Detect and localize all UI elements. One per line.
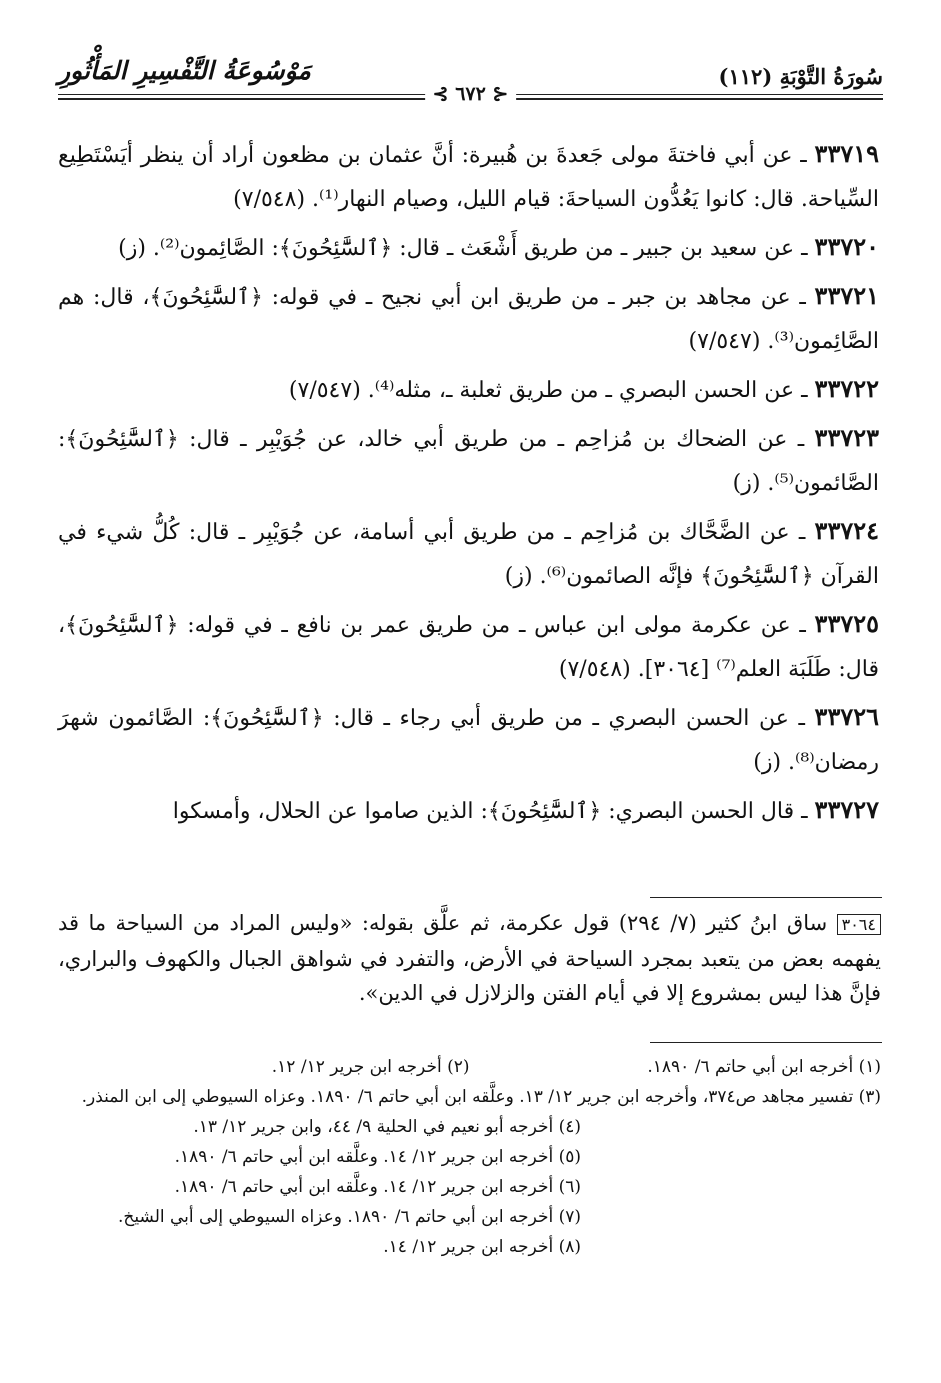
commentary-text: ساق ابنُ كثير (٧/ ٢٩٤) قول عكرمة، ثم علَّق بقوله: «وليس المراد من السياحة ما قد يفهمه بعض من يتعبد بمجرد السياحة في الأرض، والتفرد في شواهق الجبال والكهوف والبراري، فإنَّ هذا ليس بمشروع إلا في أيام الفتن والزلازل في الدين». (58, 911, 881, 1005)
entry-number: ٣٣٧٢٧ (814, 795, 879, 824)
footnote-separator (650, 1042, 882, 1043)
entry-text: ـ عن الحسن البصري ـ من طريق ثعلبة ـ، مثله⁽⁴⁾. (٧/٥٤٧) (288, 378, 808, 403)
entry (58, 788, 879, 834)
footnote-2: (٢) أخرجه ابن جرير ١٢/ ١٢. (271, 1057, 470, 1077)
entry-number: ٣٣٧١٩ (814, 139, 879, 168)
entry (58, 695, 879, 785)
footnote-row (58, 1052, 881, 1082)
entry-text: ـ عن أبي فاختةَ مولى جَعدةَ بن هُبيرة: أنَّ عثمان بن مظعون أراد أن ينظر أيَسْتَطِيع السِّياحة. قال: كانوا يَعُدُّون السياحةَ: قيام الليل، وصيام النهار⁽¹⁾. (٧/٥٤٨) (58, 143, 879, 212)
entry (58, 509, 879, 599)
footnote-6: (٦) أخرجه ابن جرير ١٢/ ١٤. وعلَّقه ابن أبي حاتم ٦/ ١٨٩٠. (174, 1177, 581, 1197)
entry-number: ٣٣٧٢٠ (814, 232, 879, 261)
footnotes (58, 1052, 881, 1262)
commentary-separator (650, 897, 882, 898)
entry-number: ٣٣٧٢٢ (814, 374, 879, 403)
entry (58, 132, 879, 222)
surah-title: سُورَةُ التَّوْبَةِ (١١٢) (718, 64, 883, 89)
footnote-8: (٨) أخرجه ابن جرير ١٢/ ١٤. (383, 1237, 581, 1257)
footnote-7: (٧) أخرجه ابن أبي حاتم ٦/ ١٨٩٠. وعزاه السيوطي إلى أبي الشيخ. (118, 1207, 581, 1227)
entry (58, 367, 879, 413)
entry-text: ـ عن مجاهد بن جبر ـ من طريق ابن أبي نجيح ـ في قوله: ﴿ٱلسَّٰٓئِحُونَ﴾، قال: هم الصَّائِمون⁽³⁾. (٧/٥٤٧) (58, 285, 879, 354)
footnote-4: (٤) أخرجه أبو نعيم في الحلية ٩/ ٤٤، وابن جرير ١٢/ ١٣. (193, 1117, 581, 1137)
entry (58, 416, 879, 506)
entry-text: ـ عن عكرمة مولى ابن عباس ـ من طريق عمر بن نافع ـ في قوله: ﴿ٱلسَّٰٓئِحُونَ﴾، قال: طَلَبَة العلم⁽⁷⁾ [٣٠٦٤]. (٧/٥٤٨) (58, 613, 879, 682)
entry-number: ٣٣٧٢٦ (814, 702, 879, 731)
book-title: مَوْسُوعَةُ التَّفْسِيرِ المَأْثُورِ (58, 56, 311, 85)
entry-text: ـ عن سعيد بن جبير ـ من طريق أَشْعَث ـ قال: ﴿ٱلسَّٰٓئِحُونَ﴾: الصَّائِمون⁽²⁾. (ز) (118, 236, 808, 261)
entry-number: ٣٣٧٢١ (814, 281, 879, 310)
entry-text: ـ قال الحسن البصري: ﴿ٱلسَّٰٓئِحُونَ﴾: الذين صاموا عن الحلال، وأمسكوا (172, 799, 808, 824)
footnote-3: (٣) تفسير مجاهد ص٣٧٤، وأخرجه ابن جرير ١٢/ ١٣. وعلَّقه ابن أبي حاتم ٦/ ١٨٩٠. وعزاه السيوطي إلى ابن المنذر. (81, 1087, 881, 1107)
entry-number: ٣٣٧٢٥ (814, 609, 879, 638)
commentary-note (58, 906, 881, 1010)
page-number: ⊰ ٦٧٢ ⊱ (425, 83, 517, 105)
entry (58, 602, 879, 692)
entry-text: ـ عن الحسن البصري ـ من طريق أبي رجاء ـ قال: ﴿ٱلسَّٰٓئِحُونَ﴾: الصَّائمون شهرَ رمضان⁽⁸⁾. (ز) (58, 706, 879, 775)
entry (58, 225, 879, 271)
footnote-5: (٥) أخرجه ابن جرير ١٢/ ١٤. وعلَّقه ابن أبي حاتم ٦/ ١٨٩٠. (174, 1147, 581, 1167)
running-header (58, 50, 883, 105)
main-text (58, 132, 879, 837)
entry-text: ـ عن الضحاك بن مُزاحِم ـ من طريق أبي خالد، عن جُوَيْبِر ـ قال: ﴿ٱلسَّٰٓئِحُونَ﴾: الصَّائمون⁽⁵⁾. (ز) (58, 427, 879, 496)
entry-number: ٣٣٧٢٣ (814, 423, 879, 452)
page-number-value: ٦٧٢ (455, 83, 486, 105)
entry-number: ٣٣٧٢٤ (814, 516, 879, 545)
footnote-1: (١) أخرجه ابن أبي حاتم ٦/ ١٨٩٠. (647, 1057, 881, 1077)
entry-text: ـ عن الضَّحَّاك بن مُزاحِم ـ من طريق أبي أسامة، عن جُوَيْبِر ـ قال: كُلُّ شيء في القرآن ﴿ٱلسَّٰٓئِحُونَ﴾ فإنَّه الصائمون⁽⁶⁾. (ز) (58, 520, 879, 589)
entry (58, 274, 879, 364)
commentary-ref-box: ٣٠٦٤ (837, 914, 881, 935)
